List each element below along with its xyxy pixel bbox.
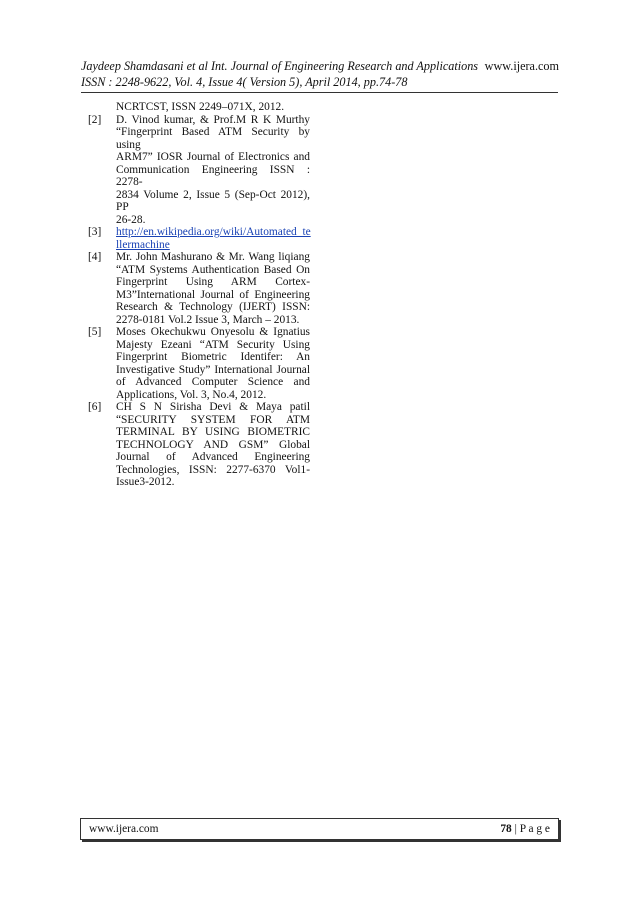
reference-item <box>88 226 310 251</box>
header-site-link[interactable]: www.ijera.com <box>484 59 559 73</box>
reference-line: Investigative Study” International Journal <box>116 363 310 376</box>
reference-number: [5] <box>88 326 102 338</box>
references-list <box>88 101 310 489</box>
reference-line: Technologies, ISSN: 2277-6370 Vol1- <box>116 463 310 476</box>
reference-line: Moses Okechukwu Onyesolu & Ignatius <box>116 326 310 338</box>
reference-item <box>88 251 310 326</box>
page-footer <box>80 818 559 840</box>
reference-link-line[interactable]: llermachine <box>116 238 170 251</box>
reference-line: “ATM Systems Authentication Based On <box>116 263 310 276</box>
reference-text <box>116 114 310 227</box>
reference-line: “Fingerprint Based ATM Security by using <box>116 126 310 151</box>
journal-citation-line1: Jaydeep Shamdasani et al Int. Journal of Engineering Research and Applications <box>81 59 479 73</box>
reference-item <box>88 114 310 227</box>
running-header <box>81 58 559 90</box>
reference-line: CH S N Sirisha Devi & Maya patil <box>116 401 310 413</box>
reference-line: Communication Engineering ISSN : 2278- <box>116 163 310 188</box>
reference-link-line[interactable]: http://en.wikipedia.org/wiki/Automated_te <box>116 226 311 238</box>
page-number: 78 | P a g e <box>500 823 550 835</box>
journal-citation-line2: ISSN : 2248-9622, Vol. 4, Issue 4( Version 5), April 2014, pp.74-78 <box>81 75 408 89</box>
reference-line: 2834 Volume 2, Issue 5 (Sep-Oct 2012), PP <box>116 188 310 213</box>
reference-line: 2278-0181 Vol.2 Issue 3, March – 2013. <box>116 313 300 326</box>
reference-line: NCRTCST, ISSN 2249–071X, 2012. <box>116 101 285 113</box>
reference-text <box>116 326 310 401</box>
reference-number: [3] <box>88 226 102 238</box>
reference-line: Journal of Advanced Engineering <box>116 451 310 463</box>
reference-line: Applications, Vol. 3, No.4, 2012. <box>116 388 267 401</box>
reference-line: Research & Technology (IJERT) ISSN: <box>116 301 310 313</box>
reference-line: Majesty Ezeani “ATM Security Using <box>116 338 310 351</box>
reference-line: TECHNOLOGY AND GSM” Global <box>116 438 310 451</box>
reference-line: Fingerprint Biometric Identifer: An <box>116 351 310 363</box>
footer-site-link[interactable]: www.ijera.com <box>89 823 159 835</box>
reference-line: Issue3-2012. <box>116 476 175 488</box>
reference-line: M3”International Journal of Engineering <box>116 288 310 301</box>
header-rule <box>81 92 558 93</box>
reference-item <box>88 401 310 489</box>
reference-continued <box>88 101 310 114</box>
reference-line: 26-28. <box>116 213 146 226</box>
reference-line: TERMINAL BY USING BIOMETRIC <box>116 426 310 438</box>
reference-text <box>116 401 310 489</box>
reference-text <box>116 226 310 251</box>
reference-number: [6] <box>88 401 102 413</box>
reference-line: Fingerprint Using ARM Cortex- <box>116 276 310 288</box>
reference-link[interactable] <box>116 226 310 251</box>
reference-text <box>116 251 310 326</box>
reference-continued-text <box>116 101 310 114</box>
reference-number: [2] <box>88 113 102 126</box>
reference-line: “SECURITY SYSTEM FOR ATM <box>116 413 310 426</box>
reference-line: ARM7” IOSR Journal of Electronics and <box>116 151 310 163</box>
reference-line: of Advanced Computer Science and <box>116 376 310 388</box>
reference-item <box>88 326 310 401</box>
reference-line: Mr. John Mashurano & Mr. Wang liqiang <box>116 251 310 263</box>
reference-line: D. Vinod kumar, & Prof.M R K Murthy <box>116 113 310 126</box>
reference-number: [4] <box>88 251 102 263</box>
